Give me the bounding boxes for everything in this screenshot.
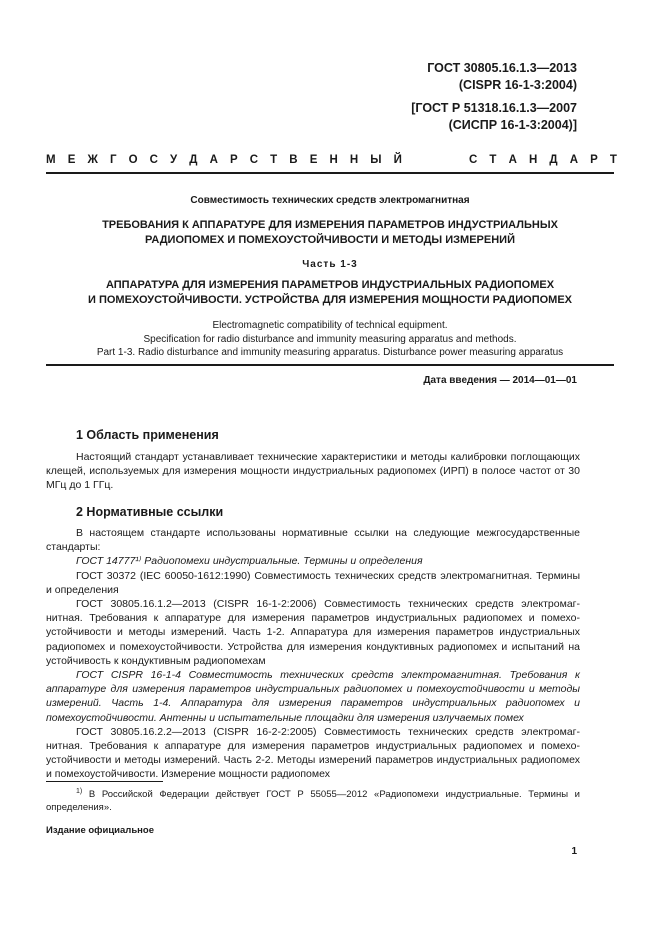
- section-1-heading: 1 Область применения: [76, 428, 219, 442]
- gost-r-number: [ГОСТ Р 51318.16.1.3—2007: [411, 101, 577, 115]
- heading-letter: Г: [109, 154, 117, 166]
- heading-letter: А: [569, 154, 579, 166]
- section-2-heading: 2 Нормативные ссылки: [76, 505, 224, 519]
- requirements-title-line: ТРЕБОВАНИЯ К АППАРАТУРЕ ДЛЯ ИЗМЕРЕНИЯ ПАРАМЕТРОВ ИНДУСТРИАЛЬНЫХ: [102, 219, 558, 231]
- english-title: [46, 319, 614, 360]
- footnote-mark: 1): [76, 788, 83, 795]
- heading-letter: М: [46, 154, 56, 166]
- section-1-body: [46, 450, 580, 493]
- reference-gost-30805-16-2-2: ГОСТ 30805.16.2.2—2013 (CISPR 16-2-2:2005) Совместимость технических средств электромагнитная. Требования к аппаратуре для измерения параметров индустриальных радиопомех и помехоустойчивости и методы измерений. Часть 2-2. Методы измерений параметров индустриальных радиопомех и помехоустойчивости. Измерение мощности радиопомех: [46, 725, 580, 781]
- section-1-paragraph: Настоящий стандарт устанавливает технические характеристики и методы калибровки поглощающих клещей, используемых для измерения мощности индустриальных радиопомех (ИРП) в полосе частот от 30 МГц до 1 ГГц.: [46, 451, 580, 492]
- interstate-standard-heading: [46, 154, 617, 166]
- heading-letter: А: [209, 154, 218, 166]
- gost-number: ГОСТ 30805.16.1.3—2013: [427, 61, 577, 75]
- heading-letter: Р: [229, 154, 238, 166]
- heading-letter: А: [508, 154, 517, 166]
- part-label: Часть 1-3: [302, 259, 358, 270]
- heading-letter: Д: [189, 154, 198, 166]
- heading-letter: Н: [329, 154, 338, 166]
- english-title-line: Part 1-3. Radio disturbance and immunity measuring apparatus. Disturbance power measuring apparatus: [96, 347, 564, 358]
- introduction-date: Дата введения — 2014—01—01: [423, 375, 577, 386]
- heading-letter: С: [149, 154, 158, 166]
- apparatus-title-line: АППАРАТУРА ДЛЯ ИЗМЕРЕНИЯ ПАРАМЕТРОВ ИНДУСТРИАЛЬНЫХ РАДИОПОМЕХ: [105, 279, 555, 291]
- heading-letter: Е: [67, 154, 76, 166]
- standard-subtitle: Совместимость технических средств электромагнитная: [190, 195, 470, 206]
- page-number: 1: [571, 846, 577, 857]
- heading-letter: Е: [309, 154, 318, 166]
- requirements-title-line: РАДИОПОМЕХ И ПОМЕХОУСТОЙЧИВОСТИ И МЕТОДЫ ИЗМЕРЕНИЙ: [145, 234, 515, 246]
- section-2-intro: В настоящем стандарте использованы нормативные ссылки на следующие межгосударственные стандарты:: [46, 527, 580, 554]
- reference-gost-30805-16-1-2: ГОСТ 30805.16.1.2—2013 (CISPR 16-1-2:2006) Совместимость технических средств электромагнитная. Требования к аппаратуре для измерения параметров индустриальных радиопомех и помехоустойчивости и методы измерений. Часть 1-2. Аппаратура для измерения параметров индустриальных радиопомех и помехоустойчивости. Устройства для измерения кондуктивных радиопомех и испытаний на устойчивость к кондуктивным радиопомехам: [46, 598, 580, 667]
- heading-letter: Т: [609, 154, 617, 166]
- reference-gost-cispr-16-1-4: ГОСТ CISPR 16-1-4 Совместимость технических средств электромагнитная. Требования к аппаратуре для измерения параметров индустриальных радиопомех и помехоустойчивости и методы измерений. Часть 1-4. Аппаратура для измерения параметров индустриальных радиопомех и помехоустойчивости. Антенны и испытательные площадки для измерения излучаемых помех: [46, 669, 580, 724]
- footnote-text: В Российской Федерации действует ГОСТ Р 55055—2012 «Радиопомехи индустриальные. Термины и определения».: [46, 789, 580, 814]
- footnote: [46, 785, 580, 814]
- heading-letter: В: [289, 154, 298, 166]
- heading-letter: Ы: [370, 154, 382, 166]
- footnote-rule: [46, 781, 163, 782]
- heading-letter: С: [469, 154, 478, 166]
- english-title-line: Specification for radio disturbance and immunity measuring apparatus and methods.: [143, 333, 517, 345]
- cispr-number: (CISPR 16-1-3:2004): [458, 78, 577, 92]
- apparatus-title-line: И ПОМЕХОУСТОЙЧИВОСТИ. УСТРОЙСТВА ДЛЯ ИЗМЕРЕНИЯ МОЩНОСТИ РАДИОПОМЕХ: [87, 294, 573, 306]
- heading-letter: Т: [270, 154, 278, 166]
- cispr-ru-number: (СИСПР 16-1-3:2004)]: [448, 118, 577, 132]
- standard-word: [469, 154, 617, 166]
- heading-letter: У: [170, 154, 178, 166]
- heading-letter: О: [128, 154, 138, 166]
- reference-gost-30372: ГОСТ 30372 (IEC 60050-1612:1990) Совместимость технических средств электромагнитная. Термины и определения: [46, 569, 580, 596]
- heading-letter: Т: [489, 154, 497, 166]
- heading-letter: Н: [349, 154, 359, 166]
- reference-gost-14777: ГОСТ 14777¹⁾ Радиопомехи индустриальные. Термины и определения: [76, 555, 423, 568]
- heading-letter: Н: [528, 154, 538, 166]
- section-2-body: [46, 526, 580, 782]
- heading-letter: Р: [590, 154, 598, 166]
- english-title-line: Electromagnetic compatibility of technical equipment.: [212, 320, 448, 331]
- heading-letter: С: [249, 154, 259, 166]
- header-rule: [46, 172, 614, 174]
- requirements-title: [46, 218, 614, 248]
- apparatus-title: [46, 278, 614, 308]
- heading-letter: Ж: [87, 154, 98, 166]
- heading-letter: Й: [393, 154, 402, 166]
- interstate-word: [46, 154, 402, 166]
- title-rule: [46, 364, 614, 366]
- official-edition-label: Издание официальное: [46, 825, 154, 836]
- gost-designation-block: [411, 60, 577, 134]
- heading-letter: Д: [549, 154, 558, 166]
